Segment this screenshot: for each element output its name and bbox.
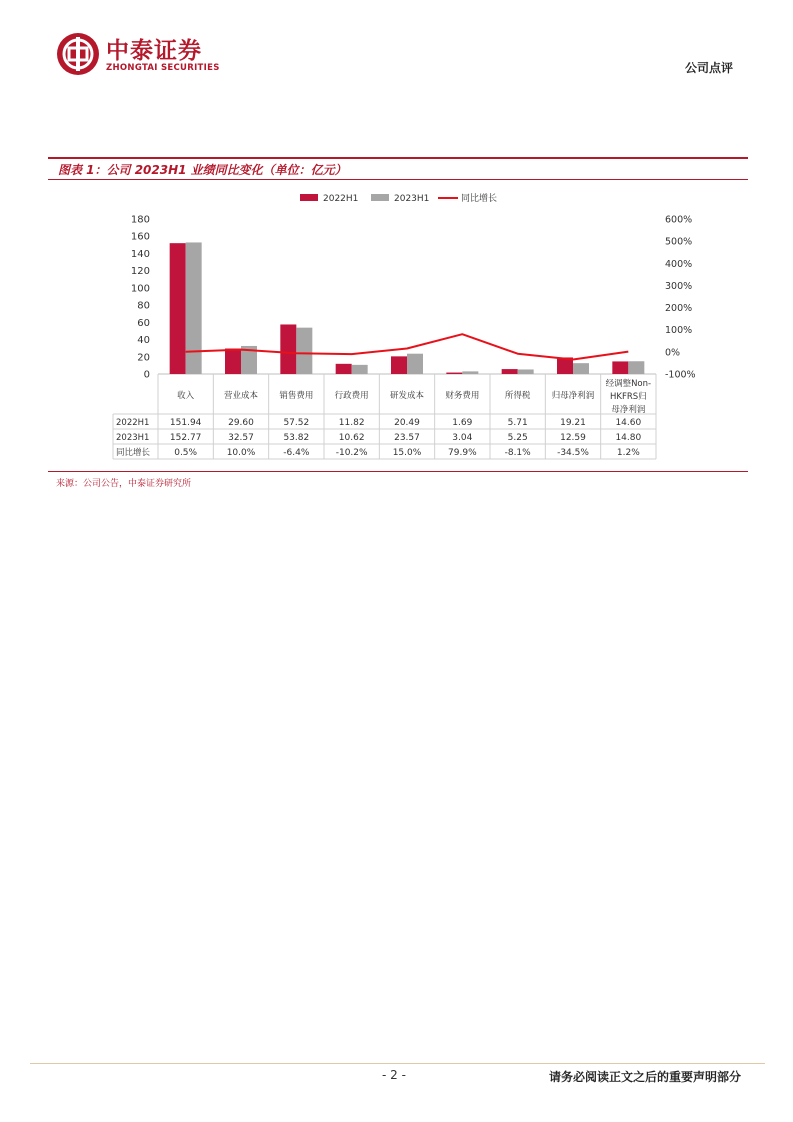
x-category-label: 收入 xyxy=(177,391,195,401)
table-cell-value: 23.57 xyxy=(394,433,420,443)
legend-label-1: 2023H1 xyxy=(394,194,430,204)
x-category-label: 财务费用 xyxy=(445,391,480,401)
figure-title-bar xyxy=(48,157,748,180)
page-number: - 2 - xyxy=(382,1068,406,1082)
table-cell-value: 53.82 xyxy=(283,433,310,443)
bar-2022h1 xyxy=(502,369,518,374)
bar-2022h1 xyxy=(336,364,352,374)
footer-divider xyxy=(30,1063,765,1064)
y-left-tick-label: 0 xyxy=(143,369,150,381)
legend-label-2: 同比增长 xyxy=(461,194,498,204)
table-cell-value: 14.80 xyxy=(615,433,642,443)
bar-2023h1 xyxy=(296,328,312,374)
y-left-tick-label: 100 xyxy=(130,283,150,295)
logo-chinese-name: 中泰证券 xyxy=(106,38,202,64)
y-right-tick-label: 100% xyxy=(665,325,693,337)
table-cell-value: 1.69 xyxy=(452,418,473,428)
y-left-tick-label: 140 xyxy=(130,248,150,260)
y-left-tick-label: 20 xyxy=(137,352,150,364)
table-cell-value: 14.60 xyxy=(615,418,642,428)
y-left-tick-label: 40 xyxy=(137,335,150,347)
bar-2022h1 xyxy=(391,356,407,374)
y-right-tick-label: 600% xyxy=(665,214,693,226)
y-right-tick-label: 300% xyxy=(665,280,693,292)
bar-2023h1 xyxy=(407,354,423,374)
y-right-tick-label: 500% xyxy=(665,236,693,248)
legend-swatch-1 xyxy=(371,194,389,201)
bar-2023h1 xyxy=(628,361,644,374)
x-category-label: 经调整Non- xyxy=(605,379,652,389)
bar-2023h1 xyxy=(352,365,368,374)
table-cell-value: 5.25 xyxy=(507,433,528,443)
bar-2022h1 xyxy=(612,361,628,374)
table-row-label: 同比增长 xyxy=(116,448,151,458)
table-cell-value: -10.2% xyxy=(335,448,368,458)
table-cell-value: 10.62 xyxy=(338,433,365,443)
table-cell-value: -8.1% xyxy=(504,448,531,458)
table-row-label: 2022H1 xyxy=(116,418,150,428)
y-right-tick-label: 0% xyxy=(665,347,681,359)
table-row-label: 2023H1 xyxy=(116,433,150,443)
table-cell-value: 11.82 xyxy=(338,418,365,428)
document-type-label: 公司点评 xyxy=(684,61,733,75)
y-left-tick-label: 60 xyxy=(137,317,150,329)
y-right-tick-label: 200% xyxy=(665,303,693,315)
x-category-label: 归母净利润 xyxy=(551,391,595,401)
bar-2022h1 xyxy=(280,324,296,374)
bar-2023h1 xyxy=(462,371,478,374)
table-cell-value: -34.5% xyxy=(557,448,589,458)
source-divider xyxy=(48,471,748,472)
bar-2023h1 xyxy=(518,369,534,374)
y-right-tick-label: -100% xyxy=(665,369,696,381)
y-left-tick-label: 160 xyxy=(130,231,150,243)
bar-2022h1 xyxy=(170,243,186,374)
table-cell-value: -6.4% xyxy=(283,448,310,458)
table-cell-value: 32.57 xyxy=(228,433,254,443)
table-cell-value: 10.0% xyxy=(226,448,256,458)
table-cell-value: 79.9% xyxy=(448,448,477,458)
x-category-label: 所得税 xyxy=(504,391,531,401)
x-category-label: HKFRS归 xyxy=(609,392,647,402)
y-left-tick-label: 180 xyxy=(130,214,150,226)
table-cell-value: 20.49 xyxy=(394,418,420,428)
y-left-tick-label: 80 xyxy=(137,300,150,312)
figure-title: 图表 1：公司 2023H1 业绩同比变化（单位：亿元） xyxy=(58,163,347,177)
legend-label-0: 2022H1 xyxy=(323,194,359,204)
x-category-label: 行政费用 xyxy=(334,391,369,401)
x-category-label: 营业成本 xyxy=(223,391,259,401)
table-cell-value: 1.2% xyxy=(616,448,640,458)
company-logo xyxy=(56,30,246,82)
y-left-tick-label: 120 xyxy=(130,266,150,278)
performance-chart xyxy=(0,180,793,480)
table-cell-value: 57.52 xyxy=(283,418,310,428)
bar-2023h1 xyxy=(573,363,589,374)
x-category-label: 销售费用 xyxy=(279,391,314,401)
bar-2023h1 xyxy=(186,242,202,374)
x-category-label: 研发成本 xyxy=(389,391,425,401)
table-cell-value: 152.77 xyxy=(169,433,202,443)
logo-emblem-icon xyxy=(56,32,100,76)
footer-disclaimer: 请务必阅读正文之后的重要声明部分 xyxy=(548,1070,741,1084)
x-category-label: 母净利润 xyxy=(611,405,646,415)
figure-source: 来源：公司公告，中泰证券研究所 xyxy=(56,479,192,489)
logo-english-name: ZHONGTAI SECURITIES xyxy=(106,63,220,73)
table-cell-value: 0.5% xyxy=(174,448,198,458)
bar-2022h1 xyxy=(225,349,241,374)
table-cell-value: 29.60 xyxy=(228,418,254,428)
bar-2022h1 xyxy=(446,373,462,374)
table-cell-value: 15.0% xyxy=(392,448,422,458)
table-cell-value: 19.21 xyxy=(560,418,586,428)
table-cell-value: 3.04 xyxy=(452,433,473,443)
y-right-tick-label: 400% xyxy=(665,258,693,270)
table-cell-value: 5.71 xyxy=(507,418,528,428)
table-cell-value: 151.94 xyxy=(169,418,202,428)
table-cell-value: 12.59 xyxy=(560,433,586,443)
legend-swatch-0 xyxy=(300,194,318,201)
